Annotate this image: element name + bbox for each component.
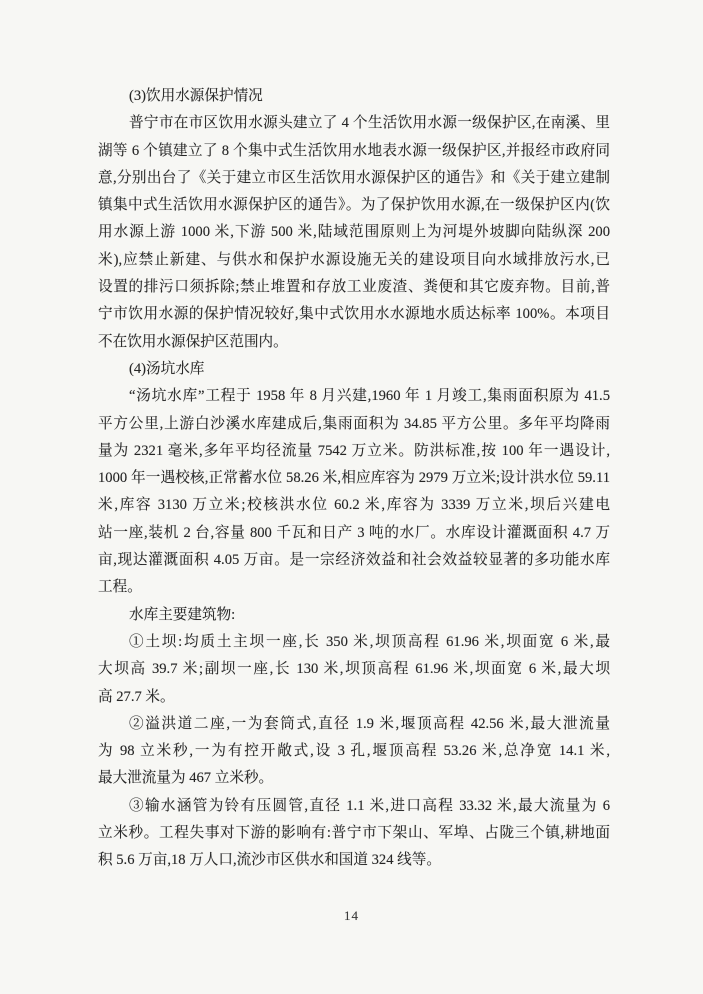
text-line: 高 27.7 米。 (98, 688, 175, 705)
text-line: 立米秒。工程失事对下游的影响有:普宁市下架山、军埠、占陇三个镇,耕地面 (98, 825, 610, 842)
text-line: 意,分别出台了《关于建立市区生活饮用水源保护区的通告》和《关于建立建制 (98, 169, 610, 186)
text-line: 镇集中式生活饮用水源保护区的通告》。为了保护饮用水源,在一级保护区内(饮 (98, 197, 610, 214)
text-line: 湖等 6 个镇建立了 8 个集中式生活饮用水地表水源一级保护区,并报经市政府同 (98, 142, 610, 159)
text-line: 亩,现达灌溉面积 4.05 万亩。是一宗经济效益和社会效益较显著的多功能水库 (98, 552, 610, 569)
text-line: 量为 2321 毫米,多年平均径流量 7542 万立米。防洪标准,按 100 年一遇设计, (98, 442, 610, 459)
text-line: 最大泄流量为 467 立米秒。 (98, 770, 274, 787)
text-line: ③输水涵管为铃有压圆管,直径 1.1 米,进口高程 33.32 米,最大流量为 6 (129, 797, 610, 814)
text-line: 设置的排污口须拆除;禁止堆置和存放工业废渣、粪便和其它废弃物。目前,普 (98, 279, 610, 296)
text-line: 米,库容 3130 万立米;校核洪水位 60.2 米,库容为 3339 万立米,坝后兴建电 (98, 497, 610, 514)
text-line: 1000 年一遇校核,正常蓄水位 58.26 米,相应库容为 2979 万立米;设计洪水位 59.11 (98, 470, 610, 487)
text-line: 站一座,装机 2 台,容量 800 千瓦和日产 3 吨的水厂。水库设计灌溉面积 4.7 万 (98, 524, 610, 541)
text-line: 水库主要建筑物: (129, 606, 236, 623)
document-body (98, 83, 610, 875)
text-line: 积 5.6 万亩,18 万人口,流沙市区供水和国道 324 线等。 (98, 852, 441, 869)
text-line: 不在饮用水源保护区范围内。 (98, 333, 288, 350)
text-line: 普宁市在市区饮用水源头建立了 4 个生活饮用水源一级保护区,在南溪、里 (129, 115, 610, 132)
text-line: ①土坝:均质土主坝一座,长 350 米,坝顶高程 61.96 米,坝面宽 6 米,最 (129, 633, 610, 650)
text-line: “汤坑水库”工程于 1958 年 8 月兴建,1960 年 1 月竣工,集雨面积原为 41.5 (129, 388, 610, 405)
text-line: 宁市饮用水源的保护情况较好,集中式饮用水水源地水质达标率 100%。本项目 (98, 306, 610, 323)
text-line: 为 98 立米秒,一为有控开敞式,设 3 孔,堰顶高程 53.26 米,总净宽 14.1 米, (98, 743, 610, 760)
text-line: ②溢洪道二座,一为套筒式,直径 1.9 米,堰顶高程 42.56 米,最大泄流量 (129, 715, 610, 732)
text-line: (3)饮用水源保护情况 (129, 88, 263, 104)
text-line: 平方公里,上游白沙溪水库建成后,集雨面积为 34.85 平方公里。多年平均降雨 (98, 415, 610, 432)
text-line: 用水源上游 1000 米,下游 500 米,陆域范围原则上为河堤外坡脚向陆纵深 200 (98, 224, 610, 241)
page-number: 14 (344, 908, 359, 923)
text-line: (4)汤坑水库 (129, 360, 205, 377)
text-line: 米),应禁止新建、与供水和保护水源设施无关的建设项目向水域排放污水,已 (98, 251, 610, 268)
text-line: 大坝高 39.7 米;副坝一座,长 130 米,坝顶高程 61.96 米,坝面宽 6 米,最大坝 (98, 661, 610, 678)
text-line: 工程。 (98, 579, 142, 596)
